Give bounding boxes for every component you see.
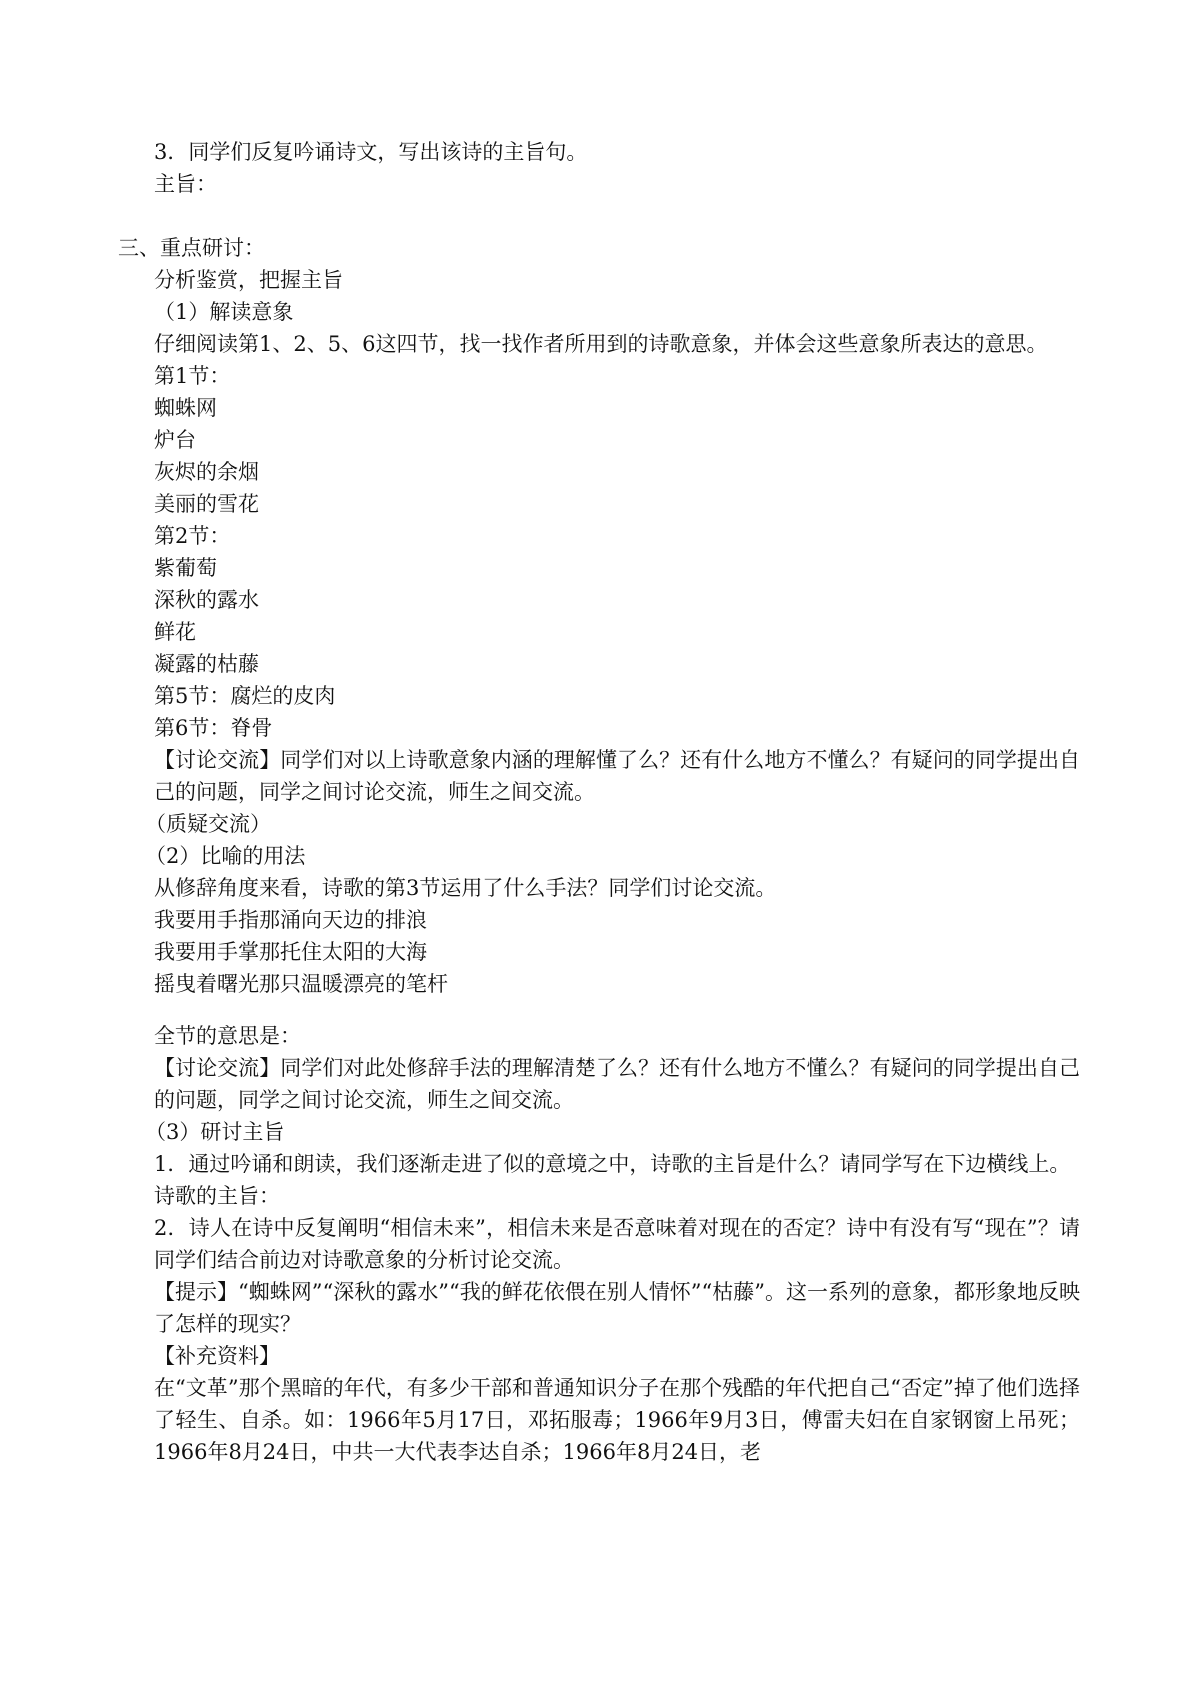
supplement-label: 【补充资料】	[154, 1344, 280, 1368]
section-heading: 三、重点研讨：	[118, 236, 265, 260]
section-meaning-label: 全节的意思是：	[154, 1024, 301, 1048]
image-item: 炉台	[154, 428, 196, 452]
discussion-paragraph: 【讨论交流】同学们对以上诗歌意象内涵的理解懂了么？还有什么地方不懂么？有疑问的同学提出自己的问题，同学之间讨论交流，师生之间交流。	[154, 748, 1080, 804]
supplement-paragraph: 在“文革”那个黑暗的年代，有多少干部和普通知识分子在那个残酷的年代把自己“否定”掉了他们选择了轻生、自杀。如：1966年5月17日，邓拓服毒；1966年9月3日，傅雷夫妇在自家钢窗上吊死；1966年8月24日，中共一大代表李达自杀；1966年8月24日，老	[154, 1376, 1080, 1464]
spacer	[118, 200, 1080, 232]
exercise-3-instruction: 3．同学们反复吟诵诗文，写出该诗的主旨句。	[154, 140, 588, 164]
part-1-heading: （1）解读意象	[154, 300, 294, 324]
image-item: 深秋的露水	[154, 588, 259, 612]
part-3-heading: （3）研讨主旨	[145, 1120, 285, 1144]
poem-line: 我要用手指那涌向天边的排浪	[154, 908, 427, 932]
stanza-5-line: 第5节：腐烂的皮肉	[154, 684, 336, 708]
question-exchange-note: （质疑交流）	[145, 812, 271, 836]
subheading: 分析鉴赏，把握主旨	[154, 268, 343, 292]
stanza-6-line: 第6节：脊骨	[154, 716, 273, 740]
theme-label: 主旨：	[154, 172, 217, 196]
stanza-2-label: 第2节：	[154, 524, 231, 548]
discussion-paragraph: 【讨论交流】同学们对此处修辞手法的理解清楚了么？还有什么地方不懂么？有疑问的同学提出自己的问题，同学之间讨论交流，师生之间交流。	[154, 1056, 1080, 1112]
future-question: 2．诗人在诗中反复阐明“相信未来”，相信未来是否意味着对现在的否定？诗中有没有写“现在”？请同学们结合前边对诗歌意象的分析讨论交流。	[154, 1216, 1080, 1272]
spacer	[118, 1000, 1080, 1020]
image-item: 凝露的枯藤	[154, 652, 259, 676]
image-item: 紫葡萄	[154, 556, 217, 580]
part-2-heading: （2）比喻的用法	[145, 844, 306, 868]
poem-line: 我要用手掌那托住太阳的大海	[154, 940, 427, 964]
image-item: 灰烬的余烟	[154, 460, 259, 484]
hint-paragraph: 【提示】“蜘蛛网”“深秋的露水”“我的鲜花依偎在别人情怀”“枯藤”。这一系列的意象，都形象地反映了怎样的现实？	[154, 1280, 1080, 1336]
stanza-1-label: 第1节：	[154, 364, 231, 388]
image-item: 美丽的雪花	[154, 492, 259, 516]
poem-line: 摇曳着曙光那只温暖漂亮的笔杆	[154, 972, 448, 996]
reading-instruction: 仔细阅读第1、2、5、6这四节，找一找作者所用到的诗歌意象，并体会这些意象所表达的意思。	[154, 332, 1048, 356]
theme-question: 1．通过吟诵和朗读，我们逐渐走进了似的意境之中，诗歌的主旨是什么？请同学写在下边横线上。	[154, 1152, 1071, 1176]
image-item: 鲜花	[154, 620, 196, 644]
document-page	[118, 136, 1080, 1468]
rhetoric-question: 从修辞角度来看，诗歌的第3节运用了什么手法？同学们讨论交流。	[154, 876, 777, 900]
image-item: 蜘蛛网	[154, 396, 217, 420]
poem-theme-label: 诗歌的主旨：	[154, 1184, 280, 1208]
